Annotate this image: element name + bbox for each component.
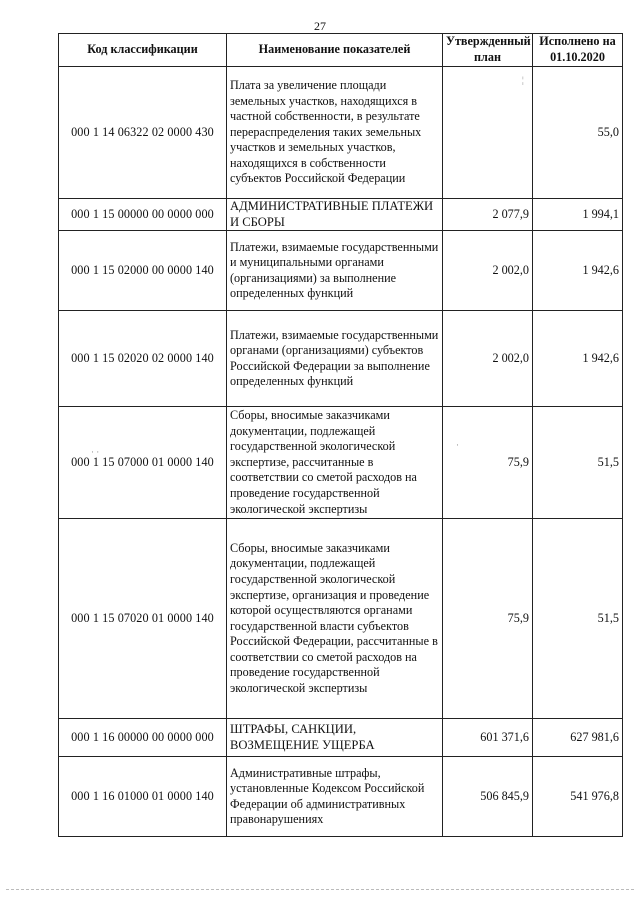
table-row bbox=[59, 757, 623, 837]
header-name: Наименование показателей bbox=[227, 34, 443, 67]
scan-speck: ¦ bbox=[522, 75, 524, 85]
row-plan: 506 845,9 bbox=[443, 757, 533, 837]
row-code: 000 1 15 07000 01 0000 140 bbox=[59, 407, 227, 519]
row-code: 000 1 16 00000 00 0000 000 bbox=[59, 719, 227, 757]
row-plan: 2 002,0 bbox=[443, 231, 533, 311]
row-name: Платежи, взимаемые государственными и муниципальными органами (организациями) за выполнение определенных функций bbox=[227, 231, 443, 311]
table-row bbox=[59, 311, 623, 407]
row-done: 51,5 bbox=[533, 407, 623, 519]
row-done: 1 942,6 bbox=[533, 311, 623, 407]
row-code: 000 1 15 07020 01 0000 140 bbox=[59, 519, 227, 719]
row-plan: 601 371,6 bbox=[443, 719, 533, 757]
row-done: 541 976,8 bbox=[533, 757, 623, 837]
header-plan: Утвержденный план bbox=[443, 34, 533, 67]
table-body bbox=[59, 67, 623, 837]
row-code: 000 1 15 02000 00 0000 140 bbox=[59, 231, 227, 311]
table-row bbox=[59, 519, 623, 719]
row-plan: 75,9 bbox=[443, 519, 533, 719]
budget-table bbox=[58, 33, 623, 837]
row-done: 1 942,6 bbox=[533, 231, 623, 311]
row-name: Административные штрафы, установленные Кодексом Российской Федерации об административных правонарушениях bbox=[227, 757, 443, 837]
row-code: 000 1 14 06322 02 0000 430 bbox=[59, 67, 227, 199]
row-name: Сборы, вносимые заказчиками документации, подлежащей государственной экологической экспертизе, рассчитанные в соответствии со сметой расходов на проведение государственной экологической экспертизы bbox=[227, 407, 443, 519]
row-name: ШТРАФЫ, САНКЦИИ, ВОЗМЕЩЕНИЕ УЩЕРБА bbox=[227, 719, 443, 757]
row-code: 000 1 15 00000 00 0000 000 bbox=[59, 199, 227, 231]
row-done: 55,0 bbox=[533, 67, 623, 199]
row-plan bbox=[443, 67, 533, 199]
table-row bbox=[59, 67, 623, 199]
table-row bbox=[59, 199, 623, 231]
row-plan: 2 002,0 bbox=[443, 311, 533, 407]
scan-speck: · bbox=[456, 440, 459, 450]
row-done: 627 981,6 bbox=[533, 719, 623, 757]
row-code: 000 1 15 02020 02 0000 140 bbox=[59, 311, 227, 407]
table-row bbox=[59, 407, 623, 519]
table-row bbox=[59, 231, 623, 311]
row-done: 1 994,1 bbox=[533, 199, 623, 231]
row-done: 51,5 bbox=[533, 519, 623, 719]
row-code: 000 1 16 01000 01 0000 140 bbox=[59, 757, 227, 837]
row-plan: 2 077,9 bbox=[443, 199, 533, 231]
row-name: Платежи, взимаемые государственными органами (организациями) субъектов Российской Федерации за выполнение определенных функций bbox=[227, 311, 443, 407]
page-number: 27 bbox=[314, 19, 326, 33]
table-row bbox=[59, 719, 623, 757]
scan-speck: · · bbox=[91, 447, 100, 457]
scan-edge-line bbox=[6, 889, 634, 890]
row-plan: 75,9 bbox=[443, 407, 533, 519]
table-header-row bbox=[59, 34, 623, 67]
row-name: Сборы, вносимые заказчиками документации, подлежащей государственной экологической экспертизе, организация и проведение которой осуществляются органами государственной власти субъектов Российской Федерации, рассчитанные в соответствии со сметой расходов на проведение государственной экологической экспертизы bbox=[227, 519, 443, 719]
header-done: Исполнено на 01.10.2020 bbox=[533, 34, 623, 67]
row-name: Плата за увеличение площади земельных участков, находящихся в частной собственности, в результате перераспределения таких земельных участков и земельных участков, находящихся в собственности субъектов Российской Федерации bbox=[227, 67, 443, 199]
row-name: АДМИНИСТРАТИВНЫЕ ПЛАТЕЖИ И СБОРЫ bbox=[227, 199, 443, 231]
header-code: Код классификации bbox=[59, 34, 227, 67]
